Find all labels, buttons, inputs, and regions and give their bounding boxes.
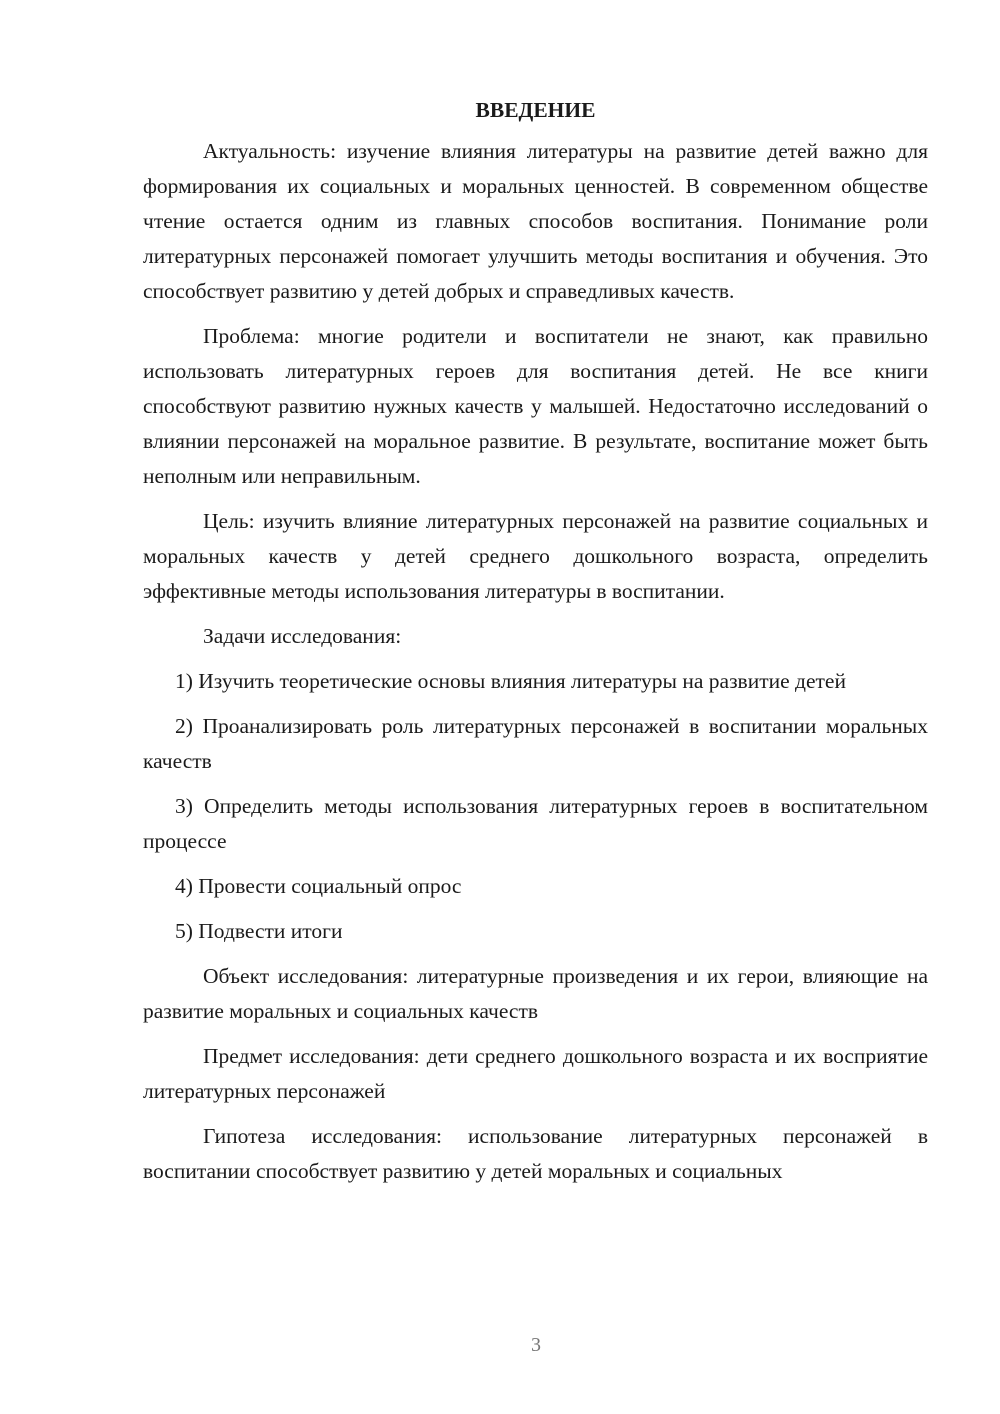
section-title: ВВЕДЕНИЕ: [475, 98, 596, 122]
paragraph-subject: Предмет исследования: дети среднего дошкольного возраста и их восприятие литературных персонажей: [143, 1044, 928, 1103]
paragraph-problem: Проблема: многие родители и воспитатели не знают, как правильно использовать литературных героев для воспитания детей. Не все книги способствуют развитию нужных качеств у малышей. Недостаточно исследований о влиянии персонажей на моральное развитие. В результате, воспитание может быть неполным или неправильным.: [143, 324, 928, 488]
task-item-4: 4) Провести социальный опрос: [175, 874, 462, 898]
paragraph-hypothesis: Гипотеза исследования: использование литературных персонажей в воспитании способствует развитию у детей моральных и социальных: [143, 1124, 928, 1183]
task-item-2: 2) Проанализировать роль литературных персонажей в воспитании моральных качеств: [143, 714, 928, 773]
page-number: 3: [531, 1334, 541, 1356]
paragraph-relevance: Актуальность: изучение влияния литературы на развитие детей важно для формирования их социальных и моральных ценностей. В современном обществе чтение остается одним из главных способов воспитания. Понимание роли литературных персонажей помогает улучшить методы воспитания и обучения. Это способствует развитию у детей добрых и справедливых качеств.: [143, 139, 928, 303]
task-item-5: 5) Подвести итоги: [175, 919, 343, 943]
paragraph-object: Объект исследования: литературные произведения и их герои, влияющие на развитие моральных и социальных качеств: [143, 964, 928, 1023]
task-item-1: 1) Изучить теоретические основы влияния литературы на развитие детей: [175, 669, 846, 693]
paragraph-tasks-heading: Задачи исследования:: [203, 624, 402, 648]
document-page: [143, 92, 928, 1199]
task-item-3: 3) Определить методы использования литературных героев в воспитательном процессе: [143, 794, 928, 853]
paragraph-goal: Цель: изучить влияние литературных персонажей на развитие социальных и моральных качеств у детей среднего дошкольного возраста, определить эффективные методы использования литературы в воспитании.: [143, 509, 928, 603]
